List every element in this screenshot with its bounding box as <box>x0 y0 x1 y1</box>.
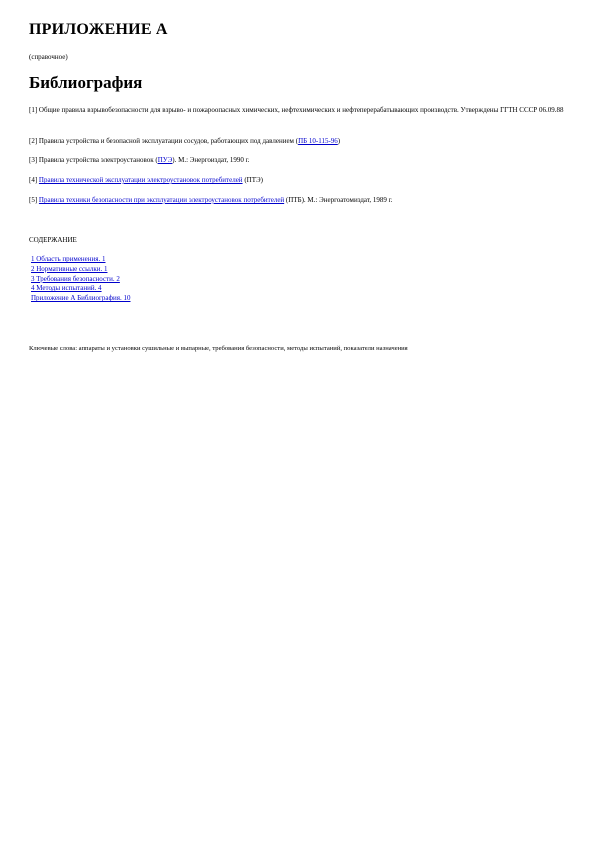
contents-heading: СОДЕРЖАНИЕ <box>29 236 77 244</box>
appendix-note: (справочное) <box>29 53 68 61</box>
bibliography-item-suffix: ). М.: Энергоиздат, 1990 г. <box>172 156 250 164</box>
toc-link-appendix-bibliography[interactable]: Приложение А Библиография. 10 <box>31 294 131 303</box>
toc-link-test-methods[interactable]: 4 Методы испытаний. 4 <box>31 284 102 293</box>
bibliography-item-text: [4] <box>29 176 39 184</box>
bibliography-item-5 <box>29 196 569 205</box>
bibliography-item-suffix: ) <box>337 137 341 145</box>
table-of-contents <box>31 255 131 304</box>
toc-link-scope[interactable]: 1 Область применения. 1 <box>31 255 106 263</box>
bibliography-item-text: [2] Правила устройства и безопасной эксплуатации сосудов, работающих под давлением ( <box>29 137 299 145</box>
bibliography-item-4 <box>29 176 569 185</box>
bibliography-item-text: [5] <box>29 196 39 204</box>
toc-link-safety-requirements[interactable]: 3 Требования безопасности. 2 <box>31 274 120 283</box>
bibliography-item-3 <box>29 156 569 165</box>
bibliography-item-text: [3] Правила устройства электроустановок ( <box>29 156 158 164</box>
bibliography-link-pue[interactable]: ПУЭ <box>157 156 173 164</box>
bibliography-item-2 <box>29 137 569 146</box>
bibliography-item-text: [1] Общие правила взрывобезопасности для взрыво- и пожароопасных химических, нефтехимических и нефтеперерабатывающих производств. Утверждены ГГТН СССР 06.09.88 <box>29 106 564 114</box>
bibliography-link-pb[interactable]: ПБ 10-115-96 <box>298 137 338 145</box>
bibliography-item-1 <box>29 106 569 115</box>
bibliography-title: Библиография <box>29 73 143 92</box>
toc-link-references[interactable]: 2 Нормативные ссылки. 1 <box>31 264 108 273</box>
bibliography-item-suffix: (ПТБ). М.: Энергоатомиздат, 1989 г. <box>284 196 393 204</box>
bibliography-item-suffix: (ПТЭ) <box>242 176 263 184</box>
bibliography-link-ptb[interactable]: Правила техники безопасности при эксплуатации электроустановок потребителей <box>38 196 285 204</box>
keywords-line: Ключевые слова: аппараты и установки сушильные и выпарные, требования безопасности, методы испытаний, показатели назначения <box>29 345 408 352</box>
appendix-title: ПРИЛОЖЕНИЕ А <box>29 21 168 38</box>
bibliography-link-pte[interactable]: Правила технической эксплуатации электроустановок потребителей <box>38 176 243 184</box>
